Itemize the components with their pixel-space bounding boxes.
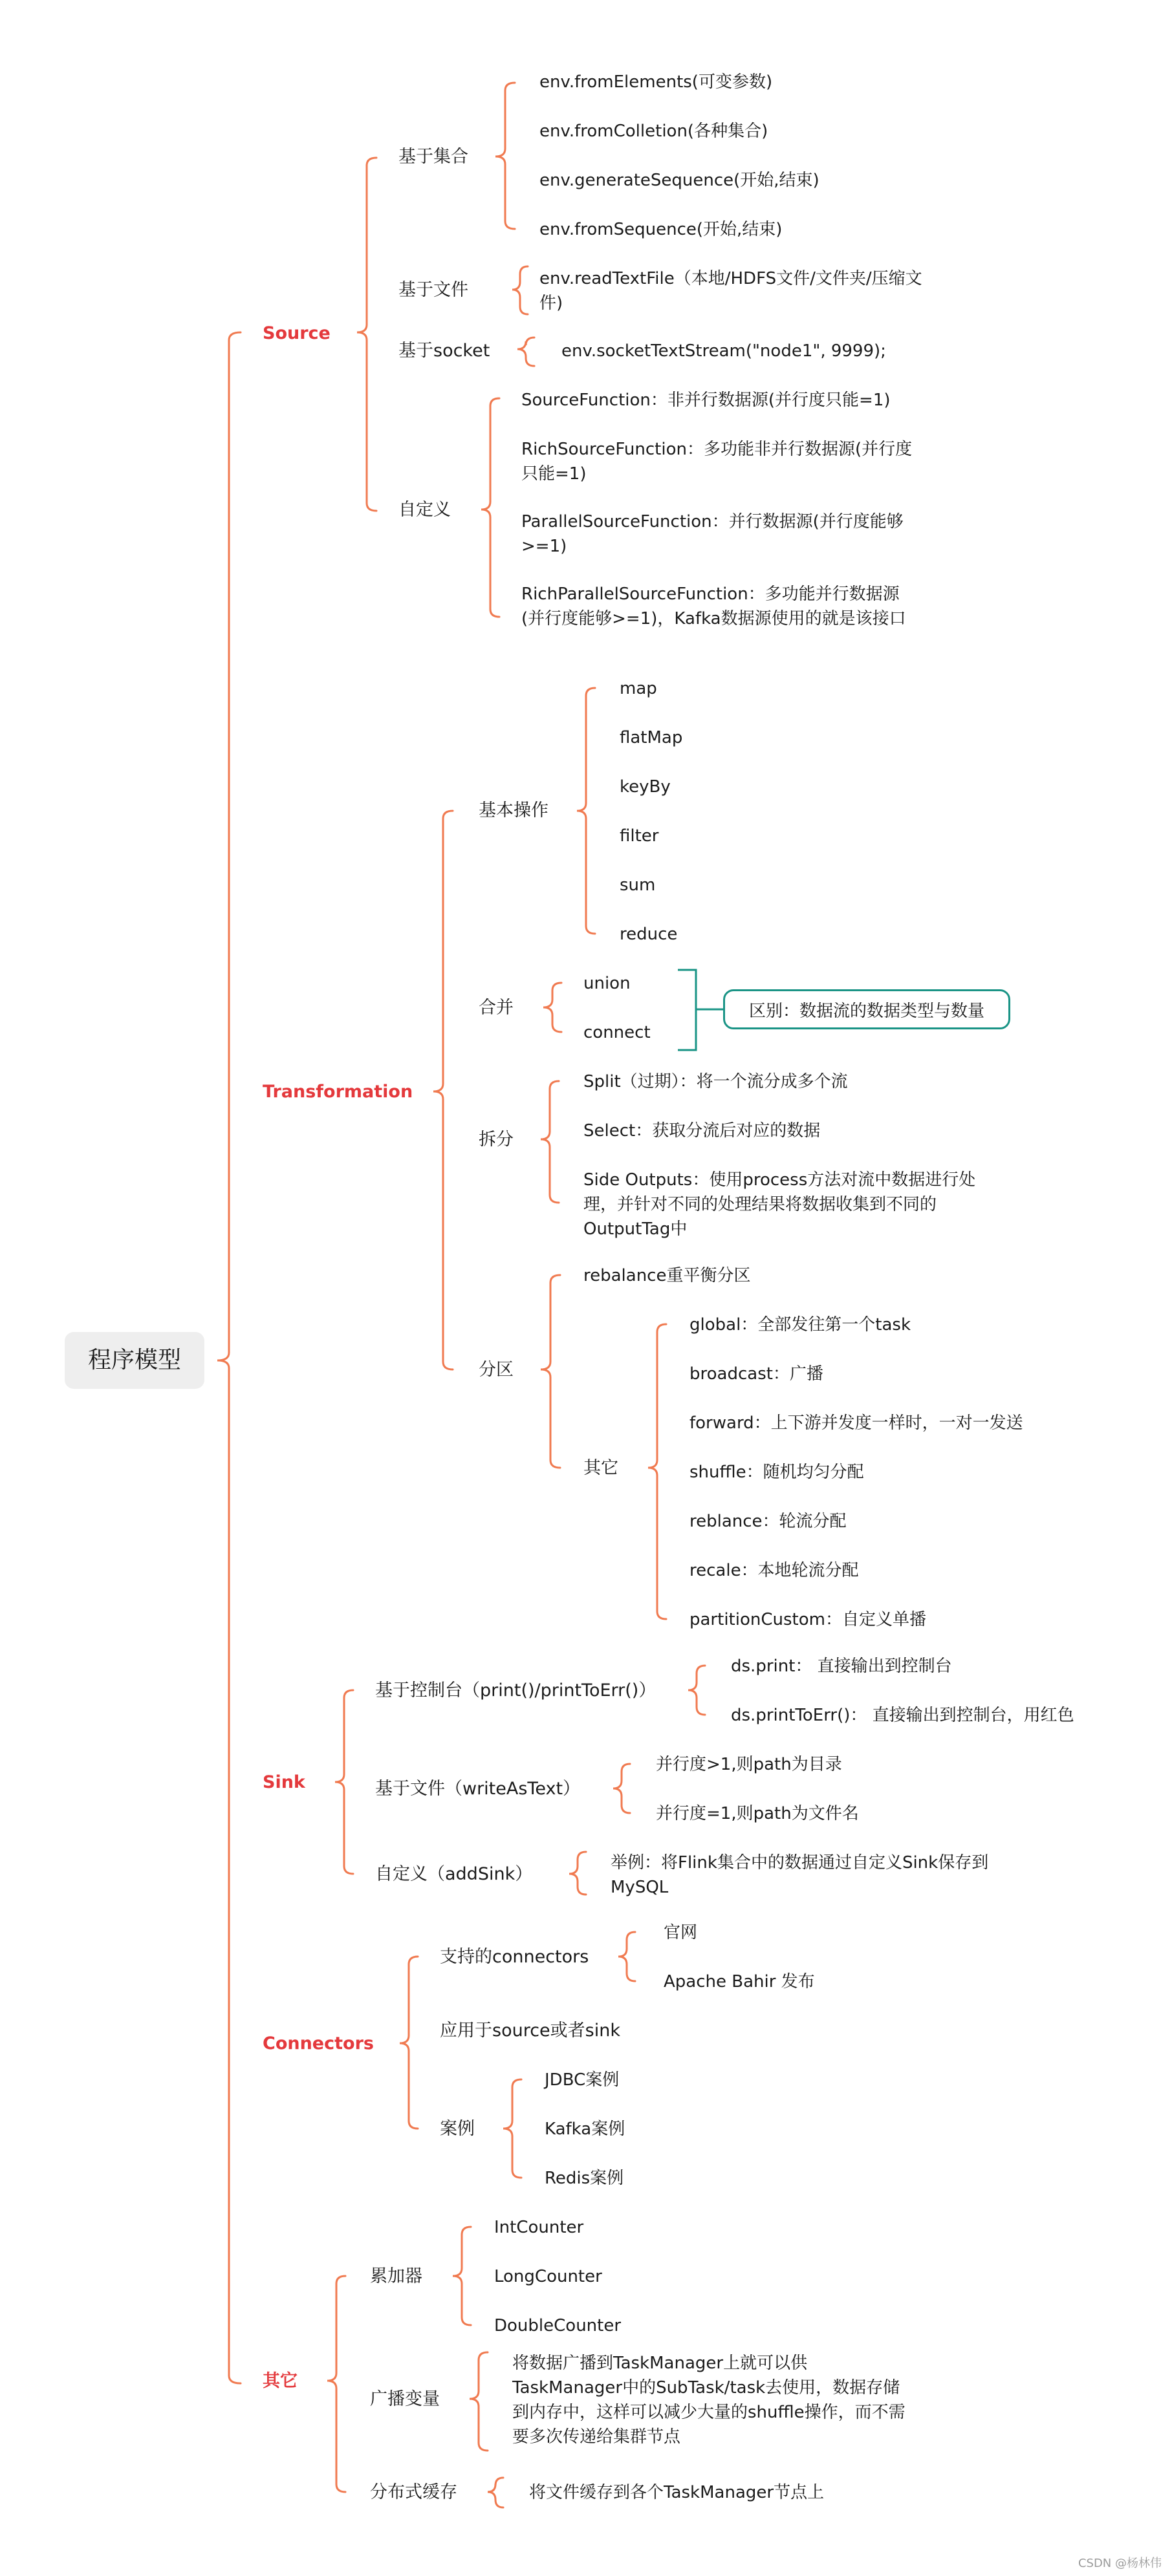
transformation-basic-item: reduce	[620, 925, 678, 944]
connectors-supported-item: 官网	[664, 1923, 698, 1942]
source-custom-item: ParallelSourceFunction：并行数据源(并行度能够>=1)	[521, 512, 904, 556]
transformation-basic-item: filter	[620, 826, 659, 846]
transformation-partition-rebalance: rebalance重平衡分区	[583, 1266, 751, 1285]
merge-difference-note: 区别：数据流的数据类型与数量	[723, 989, 1010, 1029]
other-cache: 分布式缓存	[370, 2482, 457, 2502]
source-collection: 基于集合	[398, 147, 468, 167]
partition-other-item: forward：上下游并发度一样时，一对一发送	[689, 1413, 1023, 1433]
connectors-cases-brace	[503, 2079, 521, 2178]
root-node: 程序模型	[65, 1332, 204, 1389]
root-brace	[217, 332, 241, 2383]
sink-console-brace	[688, 1666, 705, 1715]
category-source: Source	[263, 323, 331, 343]
transformation-split: 拆分	[479, 1130, 514, 1150]
other-accumulator: 累加器	[370, 2266, 422, 2286]
other-broadcast-brace	[470, 2352, 488, 2451]
source-collection-item: env.generateSequence(开始,结束)	[539, 171, 819, 190]
transformation-brace	[433, 811, 453, 1369]
source-file-item: env.readTextFile（本地/HDFS文件/文件夹/压缩文件)	[539, 269, 922, 313]
other-accumulator-item: IntCounter	[494, 2218, 584, 2237]
merge-bracket	[678, 970, 696, 1050]
category-transformation: Transformation	[263, 1082, 413, 1102]
transformation-partition: 分区	[479, 1360, 514, 1380]
sink-file-item: 并行度=1,则path为文件名	[656, 1804, 859, 1823]
category-other: 其它	[263, 2371, 298, 2391]
partition-other-item: global：全部发往第一个task	[689, 1315, 911, 1335]
source-collection-item: env.fromElements(可变参数)	[539, 72, 773, 92]
source-collection-item: env.fromSequence(开始,结束)	[539, 220, 783, 239]
partition-other-item: shuffle：随机均匀分配	[689, 1463, 864, 1482]
sink-brace	[335, 1690, 353, 1874]
category-sink: Sink	[263, 1772, 305, 1792]
source-socket-item: env.socketTextStream("node1", 9999);	[561, 341, 886, 361]
transformation-basic-item: sum	[620, 875, 656, 895]
source-file: 基于文件	[398, 280, 468, 300]
other-accumulator-brace	[453, 2227, 471, 2325]
other-broadcast-item: 将数据广播到TaskManager上就可以供TaskManager中的SubTask/task去使用，数据存储到内存中，这样可以减少大量的shuffle操作，而不需要多次传递给集群节点	[512, 2354, 906, 2447]
category-connectors: Connectors	[263, 2034, 374, 2054]
connectors-case-item: JDBC案例	[545, 2070, 620, 2090]
transformation-split-item: Split（过期）：将一个流分成多个流	[583, 1072, 848, 1091]
other-broadcast: 广播变量	[370, 2389, 440, 2409]
transformation-basic-item: flatMap	[620, 728, 683, 747]
sink-console: 基于控制台（print()/printToErr()）	[375, 1680, 657, 1701]
transformation-split-brace	[541, 1081, 559, 1203]
connectors-cases: 案例	[440, 2119, 475, 2139]
source-collection-item: env.fromColletion(各种集合)	[539, 122, 768, 141]
other-accumulator-item: LongCounter	[494, 2267, 602, 2286]
sink-custom-brace	[569, 1852, 586, 1894]
source-custom-brace	[481, 398, 499, 617]
other-accumulator-item: DoubleCounter	[494, 2316, 622, 2335]
connectors-usage: 应用于source或者sink	[440, 2021, 620, 2041]
source-socket-brace	[517, 338, 534, 366]
transformation-merge-item: connect	[583, 1023, 651, 1042]
source-custom-item: RichParallelSourceFunction：多功能并行数据源(并行度能够>=1)，Kafka数据源使用的就是该接口	[521, 585, 906, 628]
source-custom: 自定义	[398, 500, 451, 520]
sink-console-item: ds.print： 直接输出到控制台	[731, 1657, 952, 1676]
transformation-merge-brace	[543, 983, 561, 1032]
other-brace	[327, 2276, 345, 2492]
transformation-basic-item: keyBy	[620, 777, 671, 797]
connectors-supported-item: Apache Bahir 发布	[664, 1972, 815, 1991]
connectors-supported-brace	[618, 1932, 635, 1981]
source-custom-item: RichSourceFunction：多功能非并行数据源(并行度只能=1)	[521, 440, 913, 484]
transformation-basic: 基本操作	[479, 800, 548, 821]
connectors-case-item: Redis案例	[545, 2169, 624, 2188]
other-cache-item: 将文件缓存到各个TaskManager节点上	[529, 2483, 825, 2502]
partition-other-brace	[648, 1324, 666, 1619]
transformation-partition-brace	[541, 1275, 560, 1468]
partition-other-item: partitionCustom：自定义单播	[689, 1610, 926, 1629]
transformation-basic-item: map	[620, 679, 657, 698]
other-cache-brace	[488, 2478, 503, 2507]
transformation-partition-other: 其它	[583, 1458, 618, 1478]
sink-console-item: ds.printToErr()： 直接输出到控制台，用红色	[731, 1706, 1074, 1725]
source-collection-brace	[495, 83, 515, 229]
sink-custom: 自定义（addSink）	[375, 1864, 533, 1884]
transformation-merge: 合并	[479, 998, 514, 1018]
source-file-brace	[512, 266, 528, 314]
partition-other-item: broadcast：广播	[689, 1364, 823, 1384]
partition-other-item: recale：本地轮流分配	[689, 1561, 859, 1580]
source-custom-item: SourceFunction：非并行数据源(并行度只能=1)	[521, 391, 891, 410]
partition-other-item: reblance：轮流分配	[689, 1512, 847, 1531]
transformation-merge-item: union	[583, 974, 631, 993]
connectors-case-item: Kafka案例	[545, 2120, 625, 2139]
connectors-supported: 支持的connectors	[440, 1947, 589, 1967]
sink-file-item: 并行度>1,则path为目录	[656, 1755, 842, 1774]
sink-file-brace	[613, 1764, 630, 1813]
watermark: CSDN @杨林伟	[1078, 2557, 1162, 2570]
transformation-split-item: Side Outputs：使用process方法对流中数据进行处理，并针对不同的处理结果将数据收集到不同的OutputTag中	[583, 1170, 976, 1239]
transformation-split-item: Select：获取分流后对应的数据	[583, 1121, 821, 1141]
sink-file: 基于文件（writeAsText）	[375, 1779, 581, 1799]
connectors-brace	[400, 1957, 418, 2129]
source-brace	[357, 158, 376, 511]
transformation-basic-brace	[577, 688, 595, 934]
sink-custom-item: 举例：将Flink集合中的数据通过自定义Sink保存到MySQL	[611, 1853, 989, 1897]
source-socket: 基于socket	[398, 341, 490, 361]
